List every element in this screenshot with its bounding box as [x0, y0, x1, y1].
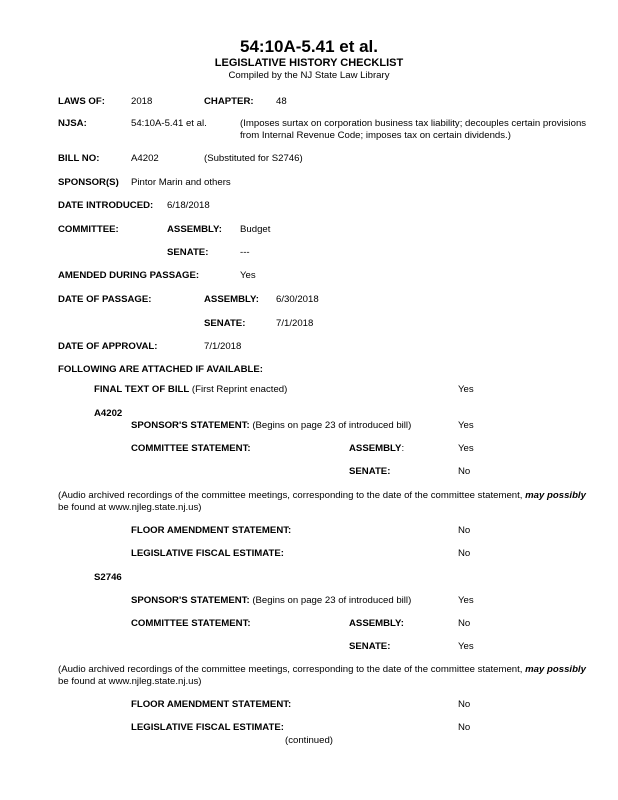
bill-no-note: (Substituted for S2746): [204, 153, 303, 164]
date-introduced-label: DATE INTRODUCED:: [58, 200, 154, 211]
s2746-assembly-value: No: [458, 618, 471, 629]
document-title: 54:10A-5.41 et al.: [240, 37, 378, 56]
continued-note: (continued): [285, 735, 333, 746]
njsa-value: 54:10A-5.41 et al.: [131, 118, 207, 129]
s2746-audio-text: (Audio archived recordings of the committee meetings, corresponding to the date of the committee statement,: [58, 664, 526, 675]
passage-assembly-value: 6/30/2018: [276, 294, 319, 305]
njsa-description-line2: from Internal Revenue Code; imposes tax on certain dividends.): [240, 130, 511, 141]
s2746-senate-value: Yes: [458, 641, 474, 652]
laws-of-value: 2018: [131, 96, 153, 107]
s2746-assembly-label: ASSEMBLY:: [349, 618, 404, 629]
a4202-sponsor-row: [131, 420, 411, 432]
laws-of-label: LAWS OF:: [58, 96, 105, 107]
a4202-assembly-value: Yes: [458, 443, 474, 454]
date-of-passage-label: DATE OF PASSAGE:: [58, 294, 152, 305]
a4202-audio-text: (Audio archived recordings of the committee meetings, corresponding to the date of the committee statement,: [58, 490, 526, 501]
committee-senate-label: SENATE:: [167, 247, 209, 258]
passage-assembly-label: ASSEMBLY:: [204, 294, 259, 305]
attached-heading: FOLLOWING ARE ATTACHED IF AVAILABLE:: [58, 364, 263, 375]
s2746-floor-value: No: [458, 699, 471, 710]
s2746-committee-label: COMMITTEE STATEMENT:: [131, 618, 251, 629]
a4202-fiscal-label: LEGISLATIVE FISCAL ESTIMATE:: [131, 548, 284, 559]
s2746-audio-emphasis: may possibly: [525, 664, 586, 675]
s2746-audio-note-line1: [58, 664, 586, 676]
njsa-label: NJSA:: [58, 118, 87, 129]
a4202-senate-label: SENATE:: [349, 466, 391, 477]
passage-senate-value: 7/1/2018: [276, 318, 314, 329]
njsa-description-line1: (Imposes surtax on corporation business tax liability; decouples certain provisions: [240, 118, 587, 129]
chapter-label: CHAPTER:: [204, 96, 254, 107]
passage-senate-label: SENATE:: [204, 318, 246, 329]
compiled-by: Compiled by the NJ State Law Library: [228, 70, 390, 81]
final-text-label: FINAL TEXT OF BILL: [94, 384, 190, 395]
a4202-audio-note-line1: [58, 490, 586, 502]
s2746-sponsor-value: Yes: [458, 595, 474, 606]
committee-assembly-label: ASSEMBLY:: [167, 224, 222, 235]
final-text-note: (First Reprint enacted): [191, 384, 288, 395]
a4202-assembly-colon: :: [401, 443, 405, 454]
amended-label: AMENDED DURING PASSAGE:: [58, 270, 200, 281]
committee-assembly-value: Budget: [240, 224, 271, 235]
document-subtitle: LEGISLATIVE HISTORY CHECKLIST: [214, 57, 404, 69]
date-of-approval-label: DATE OF APPROVAL:: [58, 341, 158, 352]
a4202-assembly-label: ASSEMBLY: [349, 443, 402, 454]
s2746-audio-note-line2: be found at www.njleg.state.nj.us): [58, 676, 202, 687]
date-of-approval-value: 7/1/2018: [204, 341, 242, 352]
a4202-assembly-row: [349, 443, 404, 455]
a4202-audio-emphasis: may possibly: [525, 490, 586, 501]
a4202-floor-value: No: [458, 525, 471, 536]
a4202-floor-label: FLOOR AMENDMENT STATEMENT:: [131, 525, 292, 536]
a4202-senate-value: No: [458, 466, 471, 477]
s2746-sponsor-note: (Begins on page 23 of introduced bill): [252, 595, 412, 606]
a4202-sponsor-value: Yes: [458, 420, 474, 431]
committee-senate-value: ---: [240, 247, 250, 258]
s2746-bill-label: S2746: [94, 572, 122, 583]
date-introduced-value: 6/18/2018: [167, 200, 210, 211]
committee-label: COMMITTEE:: [58, 224, 119, 235]
a4202-sponsor-label: SPONSOR'S STATEMENT:: [131, 420, 250, 431]
sponsors-value: Pintor Marin and others: [131, 177, 231, 188]
amended-value: Yes: [240, 270, 256, 281]
s2746-fiscal-label: LEGISLATIVE FISCAL ESTIMATE:: [131, 722, 284, 733]
bill-no-label: BILL NO:: [58, 153, 100, 164]
chapter-value: 48: [276, 96, 287, 107]
a4202-bill-label: A4202: [94, 408, 123, 419]
final-text-row: [94, 384, 287, 396]
s2746-senate-label: SENATE:: [349, 641, 391, 652]
s2746-sponsor-label: SPONSOR'S STATEMENT:: [131, 595, 250, 606]
a4202-audio-note-line2: be found at www.njleg.state.nj.us): [58, 502, 202, 513]
s2746-floor-label: FLOOR AMENDMENT STATEMENT:: [131, 699, 292, 710]
s2746-fiscal-value: No: [458, 722, 471, 733]
a4202-fiscal-value: No: [458, 548, 471, 559]
s2746-sponsor-row: [131, 595, 411, 607]
sponsors-label: SPONSOR(S): [58, 177, 119, 188]
a4202-committee-label: COMMITTEE STATEMENT:: [131, 443, 251, 454]
a4202-sponsor-note: (Begins on page 23 of introduced bill): [252, 420, 412, 431]
bill-no-value: A4202: [131, 153, 159, 164]
final-text-value: Yes: [458, 384, 474, 395]
